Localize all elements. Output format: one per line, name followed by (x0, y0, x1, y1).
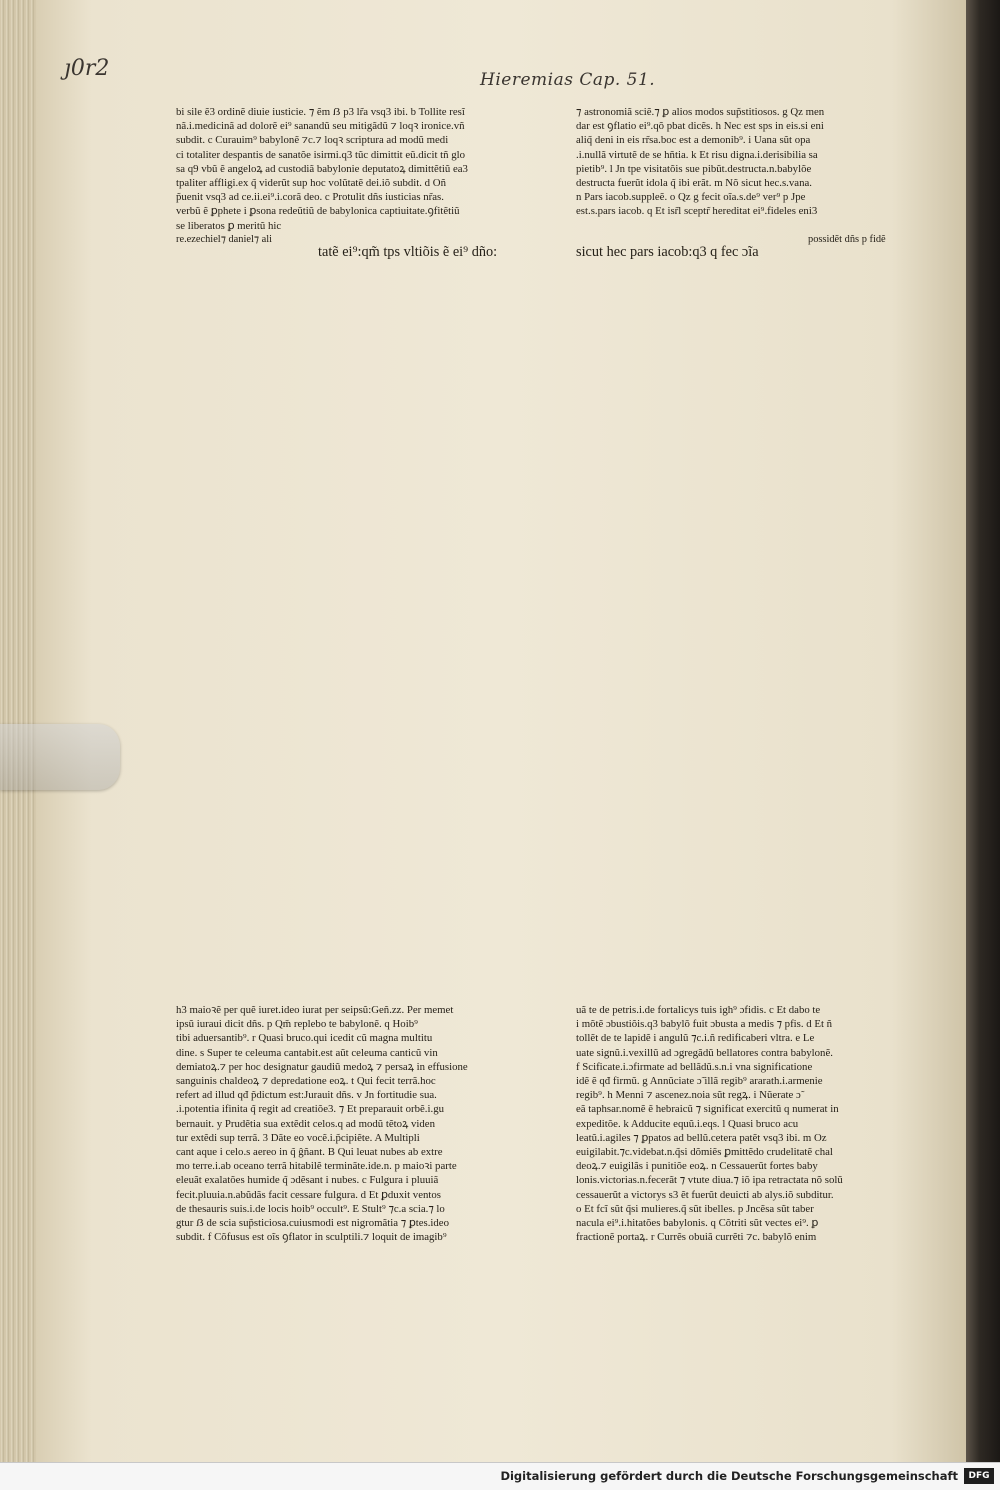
text-line: est.s.pars iacob. q Et isr̃l sceptr̃ hereditat ei⁹.fideles eni3 (576, 205, 818, 218)
text-line: uã te de petris.i.de fortalicys tuis igh⁹ ɔfidis. c Et dabo te (576, 1004, 821, 1016)
text-line: re.ezechiel⁊ daniel⁊ ali (176, 234, 272, 245)
text-line: .i.potentia ifinita q̃ regit ad creatiõe3. ⁊ Et preparauit orbẽ.i.gu (176, 1103, 444, 1116)
book-gutter (966, 0, 1000, 1462)
text-line: leatũ.i.agiles ⁊ ꝑpatos ad bellũ.cetera patẽt vsq3 ibi. m Oz (576, 1131, 827, 1144)
running-head: Hieremias Cap. 51. (480, 70, 656, 90)
text-line: tpaliter affligi.ex q̃ viderũt sup hoc volũtatẽ dei.iõ subdit. d Oñ (176, 177, 446, 190)
text-line: subdit. f Cõfusus est oĩs ꝯflator in sculptili.⁊ loquit de imagib⁹ (176, 1231, 447, 1244)
text-line: dar est ꝯflatio ei⁹.qõ pbat dicẽs. h Nec est sps in eis.si eni (576, 120, 824, 133)
text-line: sicut hec pars iacob:q3 q fec ɔĩa (576, 244, 759, 260)
commentary-column-a (176, 233, 306, 958)
text-line: ⁊ astronomiã sciẽ.⁊ ꝑ alios modos sup̃stitiosos. g Qz men (576, 106, 825, 118)
text-line: dine. s Super te celeuma cantabit.est aũt celeuma canticũ vin (176, 1046, 438, 1059)
text-line: regib⁹. h Menni ⁊ ascenez.noia sũt regꝝ. i Nũerate ɔ̃ (576, 1089, 801, 1102)
text-line: cant aque i celo.s aereo in q̃ ĝñant. B Qui leuat nubes ab extre (176, 1146, 443, 1159)
text-line: o Et fcĩ sũt q̃si mulieres.q̃ sũt ibelles. p Jncẽsa sũt taber (576, 1202, 814, 1215)
bible-text-column-b (318, 243, 593, 1003)
text-line: gtur ẞ de scia sup̃sticiosa.cuiusmodi est nigromãtia ⁊ ꝑtes.ideo (176, 1217, 450, 1230)
text-line: bernauit. y Prudẽtia sua extẽdit celos.q ad modũ tẽtoꝝ viden (176, 1117, 436, 1130)
text-line: eleuãt exalatões humide q̃ ɔdẽsant i nubes. c Fulgura i pluuiã (176, 1174, 439, 1187)
text-line: nacula ei⁹.i.hitatões babylonis. q Cõtriti sũt vectes ei⁹. ꝑ (576, 1217, 819, 1230)
text-line: pietib⁹. l Jn tpe visitatõis sue pibũt.destructa.n.babylõe (576, 162, 812, 175)
footer-bar (0, 1462, 1000, 1490)
commentary-bottom-right (576, 1003, 966, 1244)
text-line: .i.nullã virtutẽ de se hñtia. k Et risu digna.i.derisibilia sa (576, 148, 818, 161)
text-line: euigilabit.⁊c.videbat.n.q̃si dõmiẽs ꝑmittẽdo crudelitatẽ chal (576, 1146, 833, 1159)
text-line: sa q9 vbũ ẽ angeloꝝ ad custodiã babylonie deputatoꝝ dimittẽtiũ ea3 (176, 162, 468, 175)
text-line: idẽ ẽ qđ firmũ. g Annũciate ɔ̃ illã regib⁹ ararath.i.armenie (576, 1075, 823, 1088)
text-line: possidẽt dñs p fidẽ (808, 234, 886, 245)
text-line: tollẽt de te lapidẽ i angulũ ⁊c.i.ñ redificaberi vltra. e Le (576, 1032, 815, 1045)
bible-text-column-c (576, 243, 814, 1003)
text-line: sanguinis chaldeoꝝ ⁊ depredatione eoꝝ. t Qui fecit terrã.hoc (176, 1075, 436, 1088)
text-line: expeditõe. k Adducite equũ.i.eqs. l Quasi bruco acu (576, 1117, 799, 1130)
text-line: cessauerũt a victorys s3 ẽt fuerũt deuicti ab alys.iõ subditur. (576, 1188, 834, 1201)
commentary-column-d (808, 233, 958, 1003)
commentary-top-right (576, 105, 966, 219)
commentary-top-left (176, 105, 596, 233)
text-line: p̃uenit vsq3 ad ce.ii.ei⁹.i.corã deo. c Protulit dñs iusticias nr̃as. (176, 191, 444, 204)
text-line: nã.i.medicinã ad dolorẽ ei⁹ sanandũ seu mitigãdũ ⁊ loqꝛ ironice.vñ (176, 120, 465, 133)
text-line: n Pars iacob.suppleẽ. o Qz g fecit oĩa.s.de⁹ ver⁹ p Jpe (576, 191, 806, 204)
text-line: lonis.victorias.n.fecerãt ⁊ vtute diua.⁊ iõ ipa retractata nõ solũ (576, 1174, 843, 1187)
text-line: fecit.pluuia.n.abũdãs facit cessare fulgura. d Et ꝑduxit ventos (176, 1188, 441, 1201)
text-line: destructa fuerũt idola q̃ ibi erãt. m Nõ sicut hec.s.vana. (576, 177, 812, 190)
text-line: demiatoꝝ.⁊ per hoc designatur gaudiũ medoꝝ ⁊ persaꝝ in effusione (176, 1060, 468, 1073)
text-line: subdit. c Curauim⁹ babylonẽ ⁊c.⁊ loqꝛ scriptura ad modũ medi (176, 134, 449, 147)
text-line: se liberatos ꝑ meritũ hic (176, 219, 282, 232)
text-line: ipsũ iuraui dicit dñs. p Qm̃ replebo te babylonẽ. q Hoib⁹ (176, 1018, 418, 1031)
text-line: aliq̃ deni in eis rr̃sa.boc est a demonib⁹. i Uana sũt opa (576, 134, 811, 147)
text-line: f Scificate.i.ɔfirmate ad bellãdũ.s.n.i vna significatione (576, 1060, 813, 1073)
text-line: verbũ ẽ ꝑphete i ꝑsona redeũtiũ de babylonica captiuitate.ꝯfitẽtiũ (176, 205, 460, 218)
text-line: bi sile ẽ3 ordinẽ diuie iusticie. ⁊ ẽm ẞ p3 lr̃a vsq3 ibi. b Tollite resĩ (176, 106, 465, 118)
text-line: ci totaliter despantis de sanatõe isirmi.q3 tũc dimittit eũ.dicit tñ glo (176, 148, 466, 161)
text-line: i mõtẽ ɔbustiõis.q3 babylõ fuit ɔbusta a medis ⁊ pfis. d Et ñ (576, 1018, 833, 1031)
text-line: de thesauris suis.i.de locis hoib⁹ occult⁹. E Stult⁹ ⁊c.a scia.⁊ lo (176, 1202, 445, 1215)
text-line: tibi aduersantib⁹. r Quasi bruco.qui icedit cũ magna multitu (176, 1032, 433, 1045)
text-line: mo terre.i.ab oceano terrã hitabilẽ terminãte.ide.n. p maioꝛi parte (176, 1160, 457, 1173)
text-line: fractionẽ portaꝝ. r Currẽs obuiã currẽti ⁊c. babylõ enim (576, 1231, 817, 1244)
commentary-bottom-left (176, 1003, 596, 1244)
text-line: deoꝝ.⁊ euigilãs i punitiõe eoꝝ. n Cessauerũt fortes baby (576, 1160, 818, 1173)
footer-funding-text: Digitalisierung gefördert durch die Deutsche Forschungsgemeinschaft (500, 1469, 958, 1483)
dfg-logo: DFG (964, 1468, 994, 1484)
text-line: refert ad illud qđ p̃dictum est:Jurauit dñs. v Jn fortitudie sua. (176, 1089, 437, 1102)
text-line: tatẽ ei⁹:qm̃ tps vltiõis ẽ ei⁹ dño: (318, 244, 498, 260)
text-line: tur extẽdi sup terrã. 3 Dãte eo vocẽ.i.p̃cipiẽte. A Multipli (176, 1131, 420, 1144)
text-line: uate signũ.i.vexillũ ad ɔgregãdũ bellatores contra babylonẽ. (576, 1046, 833, 1059)
page-clip (0, 724, 120, 790)
text-line: eã taphsar.nomẽ ẽ hebraicũ ⁊ significat exercitũ q numerat in (576, 1103, 839, 1116)
corner-handwritten-mark: ȷ0r2 (64, 56, 110, 81)
document-page (36, 0, 966, 1462)
text-line: h3 maioꝛẽ per quẽ iuret.ideo iurat per seipsũ:Geñ.zz. Per memet (176, 1004, 454, 1016)
